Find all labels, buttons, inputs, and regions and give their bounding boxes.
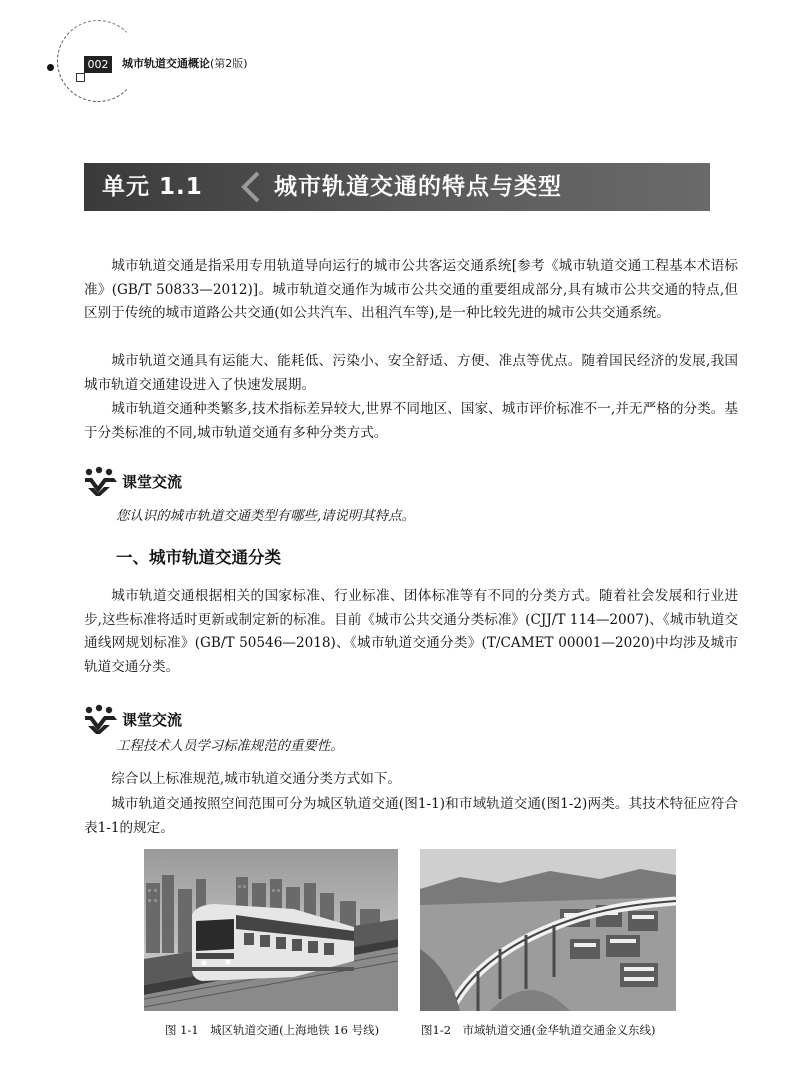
chevron-left-icon <box>234 170 268 204</box>
discussion-question-1: 您认识的城市轨道交通类型有哪些,请说明其特点。 <box>116 509 415 524</box>
discussion-people-icon <box>84 466 118 496</box>
page-number: 002 <box>84 56 112 73</box>
figure-1-2-photo <box>420 849 676 1011</box>
unit-number: 单元 1.1 <box>102 174 203 200</box>
intro-paragraph-1: 城市轨道交通是指采用专用轨道导向运行的城市公共客运交通系统[参考《城市轨道交通工程基本术语标准》(GB/T 50833—2012)]。城市轨道交通作为城市公共交通的重要组成部分,具有城市公共交通的特点,但区别于传统的城市道路公共交通(如公共汽车、出租汽车等),是一种比较先进的城市公共交通系统。 <box>84 258 738 322</box>
book-title <box>122 55 248 73</box>
closing-paragraph-1: 综合以上标准规范,城市轨道交通分类方式如下。 <box>111 771 401 787</box>
closing-paragraph-2: 城市轨道交通按照空间范围可分为城区轨道交通(图1-1)和市域轨道交通(图1-2)两类。其技术特征应符合表1-1的规定。 <box>84 796 738 836</box>
section-paragraph: 城市轨道交通根据相关的国家标准、行业标准、团体标准等有不同的分类方式。随着社会发展和行业进步,这些标准将适时更新或制定新的标准。目前《城市公共交通分类标准》(CJJ/T 114—2007)、《城市轨道交通线网规划标准》(GB/T 50546—2018)、《城市轨道交通分类》(T/CAMET 00001—2020)中均涉及城市轨道交通分类。 <box>84 588 738 676</box>
discussion-people-icon <box>84 704 118 734</box>
unit-title: 城市轨道交通的特点与类型 <box>274 174 562 200</box>
discussion-question-2: 工程技术人员学习标准规范的重要性。 <box>116 739 344 754</box>
unit-banner <box>84 163 710 211</box>
running-header <box>0 0 790 110</box>
small-square-icon <box>76 73 85 82</box>
figure-1-2-caption: 图1-2 市域轨道交通(金华轨道交通金义东线) <box>421 1023 656 1037</box>
figure-1-1-caption: 图 1-1 城区轨道交通(上海地铁 16 号线) <box>165 1023 380 1037</box>
book-title-text: 城市轨道交通概论 <box>122 57 210 70</box>
discussion-label-1: 课堂交流 <box>122 473 183 491</box>
svg-text:· · · · ·: · · · · · <box>154 856 180 866</box>
figure-1-1-photo <box>144 849 398 1011</box>
discussion-heading-1 <box>84 466 384 496</box>
intro-paragraph-2: 城市轨道交通具有运能大、能耗低、污染小、安全舒适、方便、准点等优点。随着国民经济的发展,我国城市轨道交通建设进入了快速发展期。 <box>84 353 738 393</box>
bullet-dot-icon <box>47 64 54 71</box>
book-edition: (第2版) <box>210 57 248 70</box>
intro-paragraph-3: 城市轨道交通种类繁多,技术指标差异较大,世界不同地区、国家、城市评价标准不一,并无严格的分类。基于分类标准的不同,城市轨道交通有多种分类方式。 <box>84 401 738 441</box>
discussion-label-2: 课堂交流 <box>122 711 183 729</box>
discussion-heading-2 <box>84 704 384 734</box>
section-heading: 一、城市轨道交通分类 <box>116 548 281 567</box>
